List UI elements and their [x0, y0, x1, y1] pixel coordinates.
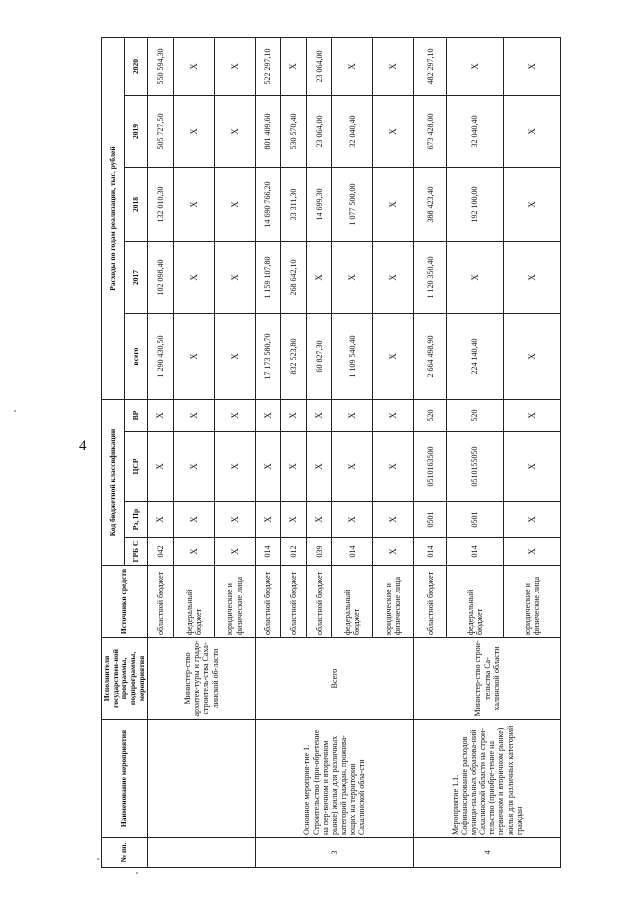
- cell-2019: X: [173, 96, 214, 168]
- cell-2017: X: [446, 242, 503, 314]
- cell-rzpr: X: [306, 502, 332, 538]
- cell-2019: 505 727,50: [148, 96, 174, 168]
- cell-2019: 801 409,60: [255, 96, 281, 168]
- cell-2019: X: [373, 96, 414, 168]
- cell-rzpr: 0501: [446, 502, 503, 538]
- cell-2018: 14 699,30: [306, 168, 332, 242]
- cell-source: федеральный бюджет: [332, 566, 373, 638]
- cell-csr: 0510163500: [414, 432, 447, 502]
- cell-grbs: 042: [148, 538, 174, 566]
- header-rzpr: Рз, Пр: [125, 502, 148, 538]
- row-num: 4: [414, 838, 561, 868]
- cell-2018: X: [503, 168, 560, 242]
- cell-2018: 33 311,30: [281, 168, 307, 242]
- cell-source: областной бюджет: [281, 566, 307, 638]
- cell-2018: 132 010,30: [148, 168, 174, 242]
- cell-grbs: X: [214, 538, 255, 566]
- cell-vr: X: [373, 400, 414, 432]
- cell-source: областной бюджет: [148, 566, 174, 638]
- cell-2020: X: [214, 37, 255, 95]
- cell-2018: 1 077 500,00: [332, 168, 373, 242]
- scan-speck: [136, 872, 138, 874]
- cell-2020: 23 064,00: [306, 37, 332, 95]
- cell-total: 60 827,30: [306, 314, 332, 400]
- cell-rzpr: X: [148, 502, 174, 538]
- header-2019: 2019: [125, 96, 148, 168]
- rotated-table-wrapper: [101, 38, 559, 868]
- cell-rzpr: X: [281, 502, 307, 538]
- cell-csr: X: [214, 432, 255, 502]
- cell-grbs: X: [503, 538, 560, 566]
- cell-grbs: 014: [446, 538, 503, 566]
- cell-source: юридические и физические лица: [373, 566, 414, 638]
- header-vr: ВР: [125, 400, 148, 432]
- cell-grbs: 014: [414, 538, 447, 566]
- cell-source: областной бюджет: [414, 566, 447, 638]
- cell-total: 1 290 430,50: [148, 314, 174, 400]
- cell-csr: X: [255, 432, 281, 502]
- cell-vr: X: [281, 400, 307, 432]
- cell-total: 224 140,40: [446, 314, 503, 400]
- row-name: Основное мероприя-тие 1. Строительство (при-обретение на пер-вичном и вторичном рынке) жилья для различных категорий граждан, прожива-ющих на территории Сахалинской обла-сти: [255, 720, 414, 838]
- cell-rzpr: 0501: [414, 502, 447, 538]
- cell-total: X: [503, 314, 560, 400]
- header-grbs: ГРБ С: [125, 538, 148, 566]
- cell-2020: X: [373, 37, 414, 95]
- header-name: Наименование мероприятия: [102, 720, 148, 838]
- cell-2020: 482 297,10: [414, 37, 447, 95]
- cell-total: 1 109 540,40: [332, 314, 373, 400]
- cell-vr: X: [214, 400, 255, 432]
- cell-2019: 32 040,40: [332, 96, 373, 168]
- cell-2017: 102 098,40: [148, 242, 174, 314]
- cell-source: областной бюджет: [306, 566, 332, 638]
- cell-grbs: X: [373, 538, 414, 566]
- cell-total: X: [373, 314, 414, 400]
- cell-source: федеральный бюджет: [173, 566, 214, 638]
- cell-2017: X: [173, 242, 214, 314]
- cell-csr: X: [332, 432, 373, 502]
- cell-vr: X: [503, 400, 560, 432]
- header-executor: Исполнители государствен-ной программы, подпрограммы, мероприятия: [102, 638, 148, 720]
- header-total: всего: [125, 314, 148, 400]
- cell-2017: 268 642,10: [281, 242, 307, 314]
- cell-2018: 388 423,40: [414, 168, 447, 242]
- row-executor: Министер-ство архитек-туры и градо-строитель-ства Саха-линской об-ласти: [148, 638, 256, 720]
- cell-2020: X: [446, 37, 503, 95]
- cell-2017: 1 159 107,80: [255, 242, 281, 314]
- cell-vr: 520: [414, 400, 447, 432]
- row-executor: Всего: [255, 638, 414, 720]
- cell-vr: X: [148, 400, 174, 432]
- cell-source: областной бюджет: [255, 566, 281, 638]
- cell-2019: X: [503, 96, 560, 168]
- cell-rzpr: X: [373, 502, 414, 538]
- cell-2020: X: [503, 37, 560, 95]
- cell-2019: 530 570,40: [281, 96, 307, 168]
- scan-speck: [97, 858, 99, 860]
- cell-csr: X: [306, 432, 332, 502]
- cell-csr: X: [373, 432, 414, 502]
- header-expenses-group: Расходы по годам реализации, тыс. рублей: [102, 37, 125, 399]
- cell-vr: 520: [446, 400, 503, 432]
- cell-2020: X: [173, 37, 214, 95]
- header-2018: 2018: [125, 168, 148, 242]
- row-name: [148, 720, 256, 838]
- scan-speck: [14, 410, 16, 412]
- cell-grbs: 014: [255, 538, 281, 566]
- header-2017: 2017: [125, 242, 148, 314]
- cell-vr: X: [173, 400, 214, 432]
- cell-2018: 192 100,00: [446, 168, 503, 242]
- header-source: Источники средств: [102, 566, 148, 638]
- header-num: № пп.: [102, 838, 148, 868]
- header-csr: ЦСР: [125, 432, 148, 502]
- cell-2017: X: [332, 242, 373, 314]
- cell-csr: 0510155050: [446, 432, 503, 502]
- cell-2020: X: [332, 37, 373, 95]
- cell-2019: 32 040,40: [446, 96, 503, 168]
- cell-csr: X: [148, 432, 174, 502]
- budget-table: [101, 37, 561, 868]
- row-num: 3: [255, 838, 414, 868]
- cell-csr: X: [173, 432, 214, 502]
- cell-2020: X: [281, 37, 307, 95]
- cell-source: юридические и физические лица: [214, 566, 255, 638]
- cell-grbs: X: [173, 538, 214, 566]
- cell-source: федеральный бюджет: [446, 566, 503, 638]
- cell-2018: X: [373, 168, 414, 242]
- cell-2017: X: [503, 242, 560, 314]
- cell-vr: X: [255, 400, 281, 432]
- cell-grbs: 039: [306, 538, 332, 566]
- cell-rzpr: X: [332, 502, 373, 538]
- cell-vr: X: [332, 400, 373, 432]
- cell-2018: 14 690 766,20: [255, 168, 281, 242]
- cell-csr: X: [281, 432, 307, 502]
- cell-total: X: [173, 314, 214, 400]
- cell-2020: 522 297,10: [255, 37, 281, 95]
- header-code-group: Код бюджетной классификации: [102, 400, 125, 566]
- cell-2019: 23 064,00: [306, 96, 332, 168]
- cell-2017: 1 120 350,40: [414, 242, 447, 314]
- cell-rzpr: X: [503, 502, 560, 538]
- cell-source: юридические и физические лица: [503, 566, 560, 638]
- row-num: [148, 838, 256, 868]
- cell-2017: X: [214, 242, 255, 314]
- cell-2017: X: [306, 242, 332, 314]
- cell-2018: X: [214, 168, 255, 242]
- cell-2019: X: [214, 96, 255, 168]
- cell-rzpr: X: [173, 502, 214, 538]
- cell-rzpr: X: [255, 502, 281, 538]
- cell-grbs: 012: [281, 538, 307, 566]
- cell-total: 832 523,80: [281, 314, 307, 400]
- row-executor: Министер-ство строи-тельства Са-халинской области: [414, 638, 561, 720]
- row-name: Мероприятие 1.1. Софинансирование расходов муници-пальных образова-ний Сахалинской области на строи-тельство (приобре-тение на первичном и вторичном рынке) жилья для различных категорий граждан: [414, 720, 561, 838]
- cell-csr: X: [503, 432, 560, 502]
- cell-2020: 550 594,30: [148, 37, 174, 95]
- cell-total: 17 173 580,70: [255, 314, 281, 400]
- cell-total: X: [214, 314, 255, 400]
- cell-total: 2 664 498,90: [414, 314, 447, 400]
- header-2020: 2020: [125, 37, 148, 95]
- cell-rzpr: X: [214, 502, 255, 538]
- cell-2019: 673 428,00: [414, 96, 447, 168]
- cell-2017: X: [373, 242, 414, 314]
- page-number: 4: [79, 438, 87, 454]
- cell-2018: X: [173, 168, 214, 242]
- cell-grbs: 014: [332, 538, 373, 566]
- cell-vr: X: [306, 400, 332, 432]
